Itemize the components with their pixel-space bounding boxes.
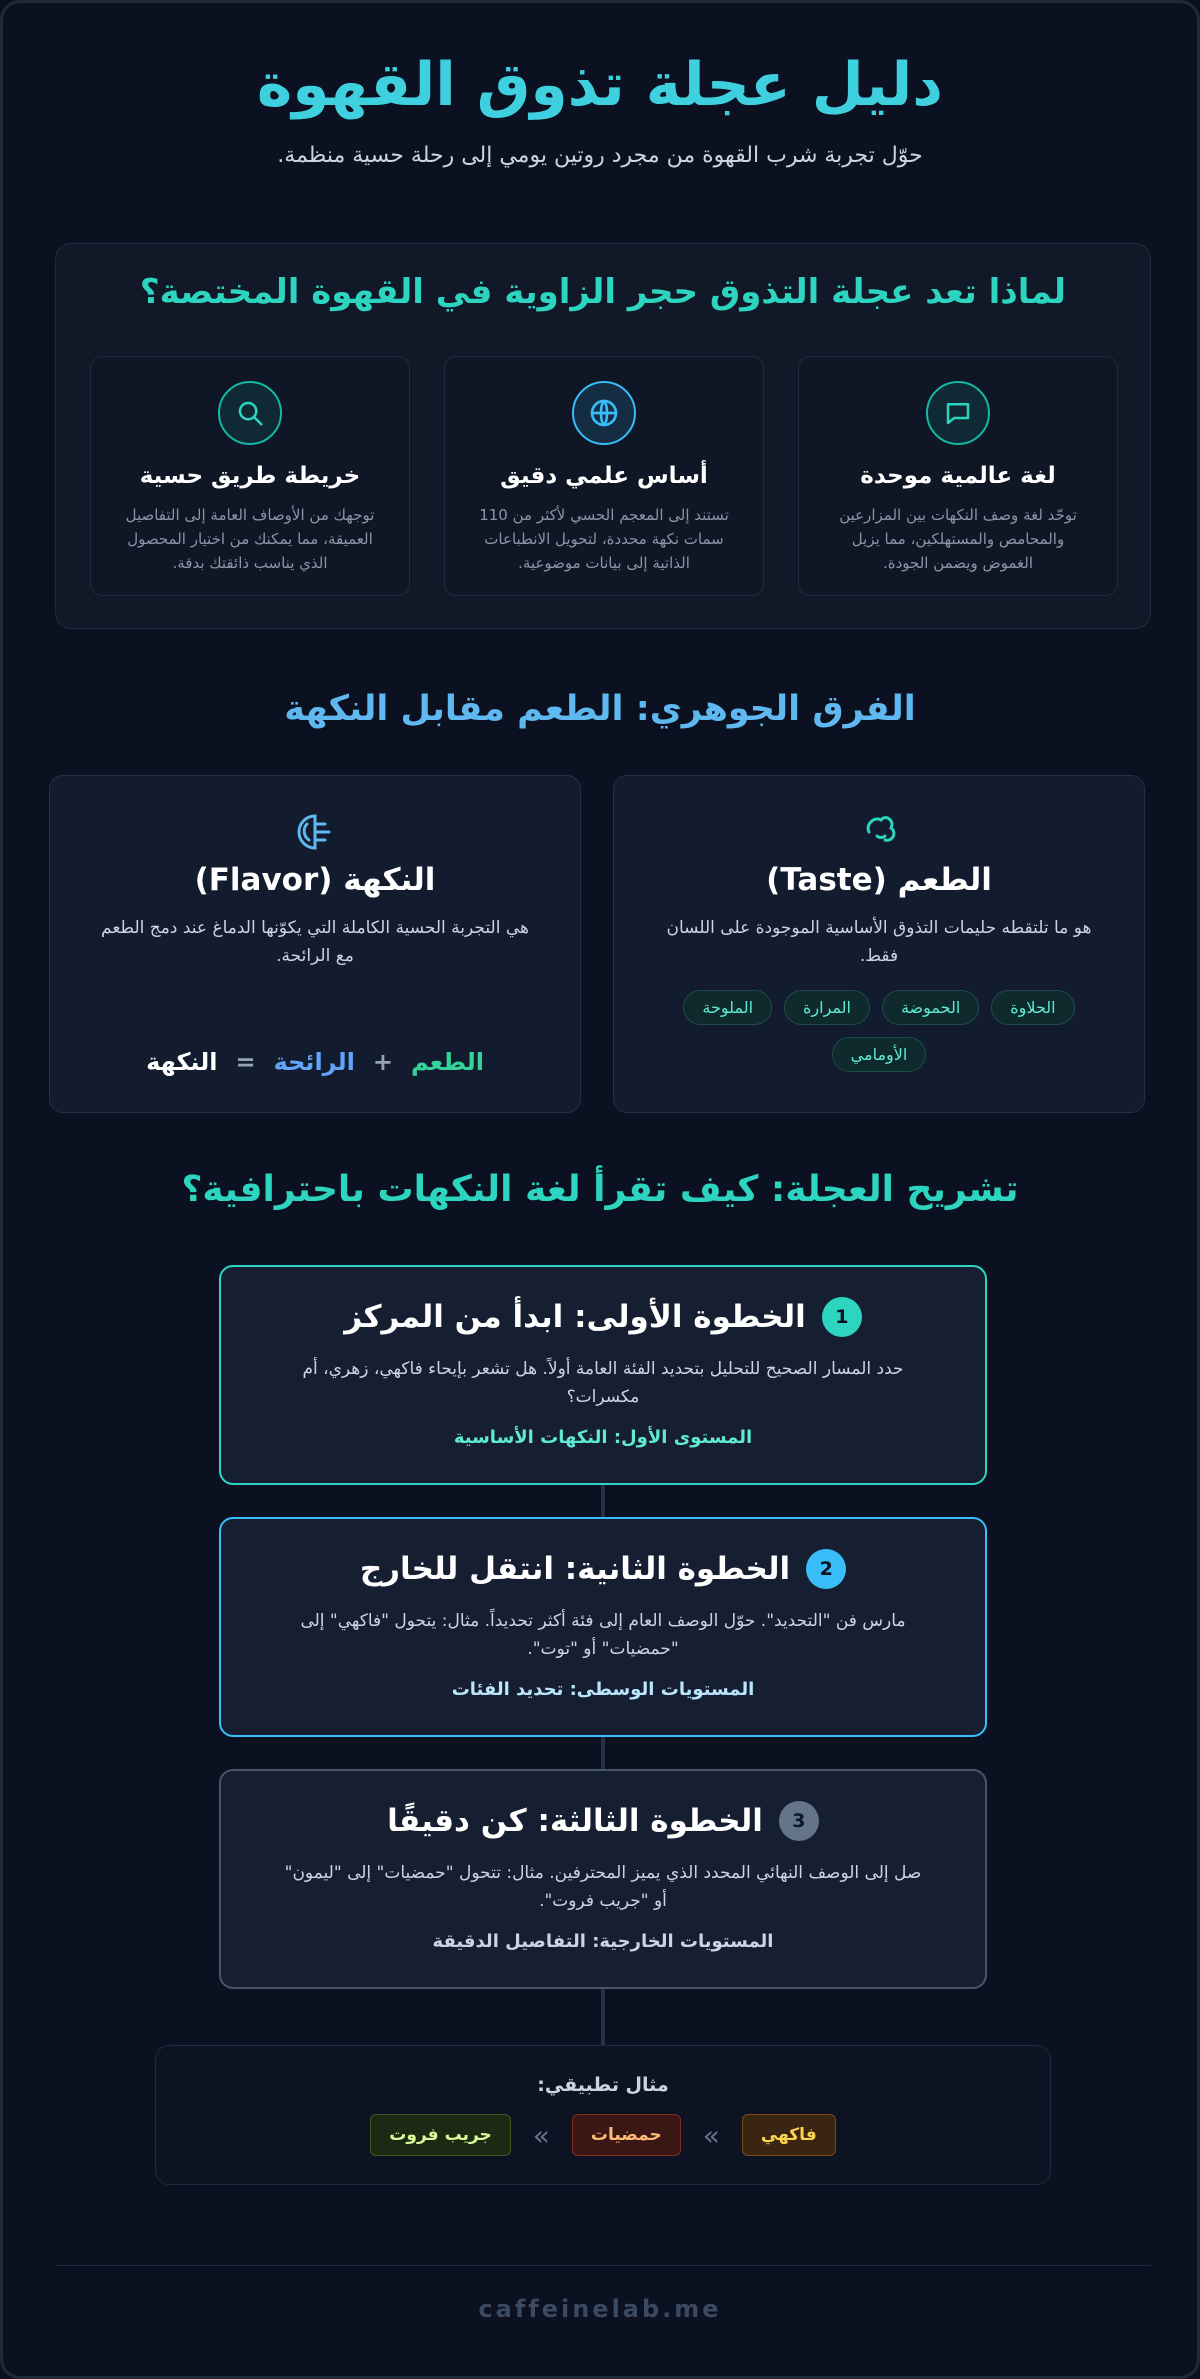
- brain-icon: [291, 810, 339, 854]
- step-card-2: [219, 1517, 987, 1737]
- step-title: الخطوة الأولى: ابدأ من المركز: [344, 1299, 806, 1335]
- step-number-badge: 2: [806, 1549, 846, 1589]
- why-card-text: تستند إلى المعجم الحسي لأكثر من 110 سمات نكهة محددة، لتحويل الانطباعات الذاتية إلى بيانات موضوعية.: [479, 506, 729, 572]
- example-chain: [156, 2114, 1050, 2156]
- flavor-formula: [50, 1048, 580, 1076]
- why-card-text: توحّد لغة وصف النكهات بين المزارعين والمحامص والمستهلكين، مما يزيل الغموض ويضمن الجودة.: [839, 506, 1077, 572]
- chat-bubble-icon: [926, 381, 990, 445]
- step-level: المستوى الأول: النكهات الأساسية: [453, 1427, 753, 1448]
- formula-aroma: الرائحة: [273, 1048, 355, 1076]
- taste-tag: الحموضة: [882, 990, 979, 1025]
- footer-brand: caffeinelab.me: [478, 2295, 722, 2323]
- step-card-3: [219, 1769, 987, 1989]
- formula-flavor: النكهة: [146, 1048, 218, 1076]
- globe-icon: [572, 381, 636, 445]
- formula-plus: +: [372, 1048, 393, 1076]
- why-card-text: توجهك من الأوصاف العامة إلى التفاصيل العميقة، مما يمكنك من اختيار المحصول الذي يناسب ذائقتك بدقة.: [125, 506, 375, 572]
- search-icon: [218, 381, 282, 445]
- taste-tag: الأومامي: [832, 1037, 927, 1072]
- difference-section-title: الفرق الجوهري: الطعم مقابل النكهة: [284, 689, 916, 729]
- why-card-title: أساس علمي دقيق: [500, 463, 708, 489]
- step-title: الخطوة الثالثة: كن دقيقًا: [387, 1803, 763, 1839]
- taste-card: [613, 775, 1145, 1113]
- footer-divider: [55, 2265, 1151, 2266]
- why-section: [55, 243, 1151, 629]
- formula-equals: =: [235, 1048, 256, 1076]
- why-card-universal-language: [798, 356, 1118, 596]
- tongue-icon: [855, 810, 903, 854]
- flavor-card-title: النكهة (Flavor): [194, 862, 436, 898]
- taste-tags: [674, 990, 1084, 1072]
- why-card-title: خريطة طريق حسية: [139, 463, 361, 489]
- example-chip-grapefruit: جريب فروت: [370, 2114, 510, 2156]
- example-box: [155, 2045, 1051, 2185]
- step-number-badge: 1: [822, 1297, 862, 1337]
- flavor-card: [49, 775, 581, 1113]
- step-number-badge: 3: [779, 1801, 819, 1841]
- flavor-card-text: هي التجربة الحسية الكاملة التي يكوّنها الدماغ عند دمج الطعم مع الرائحة.: [101, 918, 529, 966]
- anatomy-section-title: تشريح العجلة: كيف تقرأ لغة النكهات باحترافية؟: [181, 1169, 1019, 1210]
- why-section-title: لماذا تعد عجلة التذوق حجر الزاوية في القهوة المختصة؟: [139, 272, 1067, 312]
- page-title: دليل عجلة تذوق القهوة: [256, 50, 944, 120]
- taste-tag: الحلاوة: [991, 990, 1074, 1025]
- page-subtitle: حوّل تجربة شرب القهوة من مجرد روتين يومي إلى رحلة حسية منظمة.: [277, 143, 923, 168]
- step-level: المستويات الخارجية: التفاصيل الدقيقة: [432, 1931, 774, 1952]
- step-level: المستويات الوسطى: تحديد الفئات: [451, 1679, 755, 1700]
- why-card-sensory-roadmap: [90, 356, 410, 596]
- double-chevron-icon: »: [702, 2118, 720, 2152]
- taste-card-title: الطعم (Taste): [766, 862, 992, 898]
- example-label: مثال تطبيقي:: [537, 2074, 669, 2096]
- double-chevron-icon: »: [532, 2118, 550, 2152]
- step-text: صل إلى الوصف النهائي المحدد الذي يميز المحترفين. مثال: تتحول "حمضيات" إلى "ليمون" أو "جريب فروت".: [284, 1863, 922, 1911]
- formula-taste: الطعم: [410, 1048, 484, 1076]
- taste-card-text: هو ما تلتقطه حليمات التذوق الأساسية الموجودة على اللسان فقط.: [666, 918, 1092, 966]
- example-chip-fruity: فاكهي: [742, 2114, 836, 2156]
- step-card-1: [219, 1265, 987, 1485]
- step-title: الخطوة الثانية: انتقل للخارج: [359, 1551, 791, 1587]
- step-text: مارس فن "التحديد". حوّل الوصف العام إلى فئة أكثر تحديداً. مثال: يتحول "فاكهي" إلى "حمضيات" أو "توت".: [300, 1611, 906, 1659]
- taste-tag: المرارة: [784, 990, 870, 1025]
- step-text: حدد المسار الصحيح للتحليل بتحديد الفئة العامة أولاً. هل تشعر بإيحاء فاكهي، زهري، أم مكسرات؟: [302, 1359, 904, 1407]
- why-card-scientific-basis: [444, 356, 764, 596]
- taste-tag: الملوحة: [683, 990, 772, 1025]
- example-chip-citrus: حمضيات: [572, 2114, 681, 2156]
- why-card-title: لغة عالمية موحدة: [860, 463, 1056, 489]
